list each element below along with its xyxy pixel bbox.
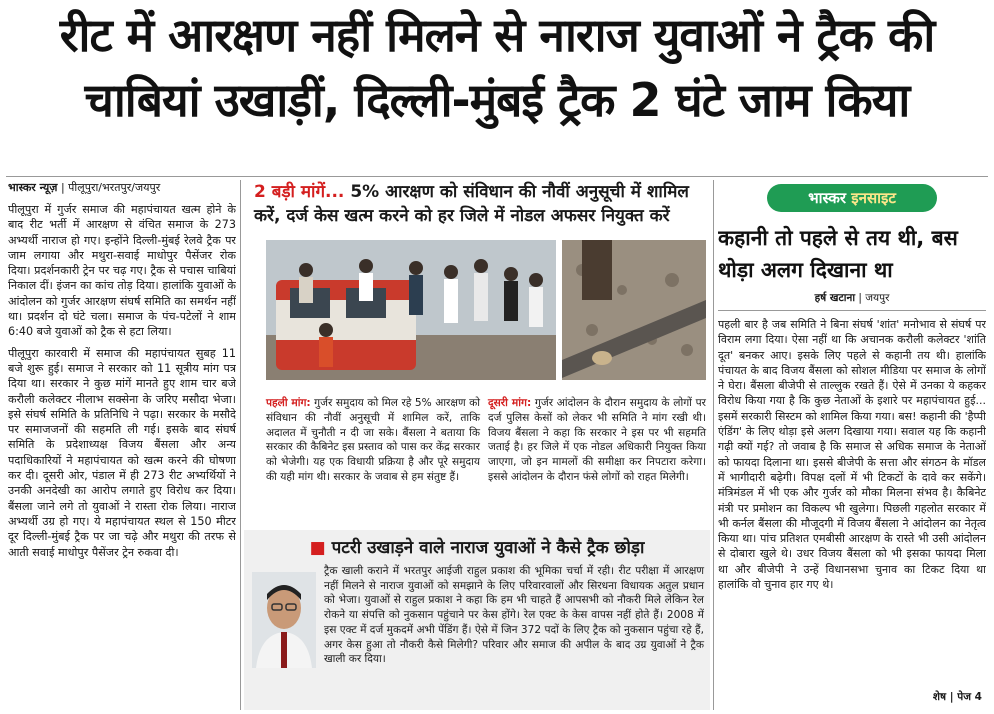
demands-heading xyxy=(244,180,708,228)
insight-column xyxy=(718,180,986,710)
main-story-body xyxy=(8,202,236,560)
second-demand-text: गुर्जर आंदोलन के दौरान समुदाय के लोगों पर दर्ज पुलिस केसों को लेकर भी समिति ने मांग रखी थी। विजय बैंसला ने कहा कि सरकार ने इस पर भी सहमति जताई है। हर जिले में एक नोडल अधिकारी नियुक्त किया जाएगा, जो इन मामलों की समीक्षा कर निपटारा करेगा। इससे आंदोलन के दौरान फंसे लोगों को राहत मिलेगी। xyxy=(488,397,706,483)
photo-strip xyxy=(266,240,706,380)
main-headline xyxy=(0,4,994,132)
second-demand-label: दूसरी मांग: xyxy=(488,397,532,409)
author-name: हर्ष खटाना xyxy=(814,292,856,304)
protest-train-photo xyxy=(266,240,556,380)
first-demand xyxy=(266,396,480,485)
story-paragraph-1: पीलूपुरा में गुर्जर समाज की महापंचायत खत्म होने के बाद रीट भर्ती में आरक्षण से वंचित समाज के 273 अभ्यर्थी नाराज हो गए। इन्होंने दिल्ली-मुंबई रेलवे ट्रैक पर जाम लगाया और मथुरा-सवाई माधोपुर पैसेंजर रोक दिया। प्रदर्शनकारी ट्रेन पर चढ़ गए। ट्रैक से पचास चाबियां निकाल दीं। इंजन का कांच तोड़ दिया। हालांकि युवाओं के आंदोलन को गुर्जर आरक्षण संघर्ष समिति का समर्थन नहीं था। प्रदर्शन दो घंटे चला। समाज के पंच-पटेलों ने शाम 6:40 बजे युवाओं को ट्रैक से हटा लिया। xyxy=(8,203,236,339)
track-keys-photo xyxy=(562,240,706,380)
badge-word: इनसाइट xyxy=(851,189,896,207)
insight-badge xyxy=(767,184,937,212)
demands-label: 2 बड़ी मांगें... xyxy=(254,182,345,202)
dateline xyxy=(8,180,236,196)
second-demand xyxy=(488,396,706,485)
sidebar-title xyxy=(252,536,702,560)
officer-portrait xyxy=(252,572,316,668)
column-divider-left xyxy=(240,180,241,710)
insight-body: पहली बार है जब समिति ने बिना संघर्ष 'शांत' मनोभाव से संघर्ष पर विराम लगा दिया। ऐसा नहीं था कि अचानक करौली कलेक्टर 'शांति दूत' बनकर आए। इसके लिए पहले से कहानी तय थी। हालांकि पंचायत के बाद विजय बैंसला को सोशल मीडिया पर समाज के लोगों ने घेरा। बैंसला बीजेपी से ताल्लुक रखते हैं। ऐसे में उनका ये कहकर विरोध किया गया है कि कुछ नेताओं के इशारे पर महापंचायत हुई... इसमें सरकारी सिस्टम को शामिल किया गया। बस! कहानी की 'हैप्पी एंडिंग' के लिए थोड़ा इसे अलग दिखाया गया। सवाल यह कि कहानी गढ़ी क्यों गई? तो जवाब है कि समाज से अधिक समाज के नेताओं को फायदा दिलाना था। इससे बीजेपी के सत्ता और संगठन के मॉडल में भागीदारी बढ़ेगी। विपक्ष दलों में भी टिकटों के दावे कर सकेंगे। मंत्रिमंडल में भी एक और गुर्जर को मौका मिलना संभव है। कैबिनेट मंत्री पर प्रमोशन का विकल्प भी खुलेगा। पिछली गहलोत सरकार में भी कर्नल बैंसला की मौजूदगी में विजय बैंसला ने आंदोलन का नेतृत्व किया था। पांच प्रतिशत एमबीसी आरक्षण के रास्ते भी उसी आंदोलन से दोबारा खुले थे। उधर विजय बैंसला को भी इसका फायदा मिला था और बीजेपी ने उन्हें विधानसभा चुनाव का टिकट दिया था हालांकि वो चुनाव हार गए थे। xyxy=(718,318,986,592)
track-clearing-sidebar xyxy=(244,530,710,710)
column-divider-right xyxy=(713,180,714,710)
news-source: भास्कर न्यूज़ xyxy=(8,181,58,194)
sidebar-text: ट्रैक खाली कराने में भरतपुर आईजी राहुल प्रकाश की भूमिका चर्चा में रही। रीट परीक्षा में आरक्षण नहीं मिलने से नाराज युवाओं को समझाने के लिए परिवारवालों और सिरधना विधायक अतुल प्रधान को भेजा। युवाओं से राहुल प्रकाश ने कहा कि हम भी चाहते हैं आपसभी को नौकरी मिले लेकिन रेल रोकने या संपत्ति को नुकसान पहुंचाने पर केस होंगे। रेल एक्ट के केस वापस नहीं होते हैं। 2008 में इस एक्ट में दर्ज मुकदमें अभी पेंडिंग हैं। ऐसे में जिन 372 पदों के लिए ट्रैक को नुकसान पहुंचा रहे हैं, अगर केस हुआ तो नौकरी कैसे मिलेगी? परिवार और समाज की अपील के बाद उग्र युवाओं ने ट्रैक खाली कर दिया। xyxy=(324,565,704,666)
badge-brand: भास्कर xyxy=(808,189,847,207)
demands-text: 5% आरक्षण को संविधान की नौवीं अनुसूची में शामिल करें, दर्ज केस खत्म करने को हर जिले में नोडल अफसर नियुक्त करें xyxy=(254,182,689,226)
first-demand-text: गुर्जर समुदाय को मिल रहे 5% आरक्षण को संविधान की नौवीं अनुसूची में शामिल करें, ताकि अदालत में चुनौती न दी जा सके। बैंसला ने बताया कि सरकार की कैबिनेट इस प्रस्ताव को पास कर केंद्र सरकार को भेजेगी। यह एक विधायी प्रक्रिया है और पूरे समुदाय की यही मांग थी। सरकार के जवाब से हम संतुष्ट हैं। xyxy=(266,397,480,483)
headline-rule xyxy=(6,176,988,177)
main-story-column xyxy=(8,180,236,710)
headline-line-1: रीट में आरक्षण नहीं मिलने से नाराज युवाओं ने ट्रैक की xyxy=(59,8,935,62)
dateline-places: | पीलूपुरा/भरतपुर/जयपुर xyxy=(60,181,161,194)
insight-rule xyxy=(718,310,986,311)
headline-line-2: चाबियां उखाड़ीं, दिल्ली-मुंबई ट्रैक 2 घंटे जाम किया xyxy=(84,73,910,127)
sidebar-title-text: पटरी उखाड़ने वाले नाराज युवाओं ने कैसे ट्रैक छोड़ा xyxy=(331,538,645,558)
insight-byline xyxy=(718,290,986,306)
author-place: | जयपुर xyxy=(858,292,890,304)
first-demand-label: पहली मांग: xyxy=(266,397,311,409)
bullet-icon: ■ xyxy=(309,538,326,558)
insight-headline: कहानी तो पहले से तय थी, बस थोड़ा अलग दिखाना था xyxy=(718,226,958,282)
story-paragraph-2: पीलूपुरा कारवारी में समाज की महापंचायत सुबह 11 बजे शुरू हुई। समाज ने सरकार को 11 सूत्रीय मांग पत्र दिया था। सरकार ने कुछ मांगें मानते हुए शाम चार बजे करौली कलेक्टर नीलाभ सक्सेना के जरिए मसौदा भेजा। इसे संघर्ष समिति के प्रतिनिधि ने पढ़ा। सरकार के मसौदे पर समाजजनों की सहमति ली गई। इसके बाद संघर्ष समिति के प्रदेशाध्यक्ष विजय बैंसला और अन्य पदाधिकारियों ने महापंचायत को खत्म करने की घोषणा कर दी। दूसरी ओर, पंडाल में ही 273 रीट अभ्यर्थियों ने उनकी अनदेखी का आरोप लगाते हुए विरोध कर दिया। बैंसला जाने लगे तो युवाओं ने रास्ता रोक लिया। नाराज अभ्यर्थी उग्र हो गए। ये महापंचायत स्थल से 150 मीटर दूर दिल्ली-मुंबई ट्रैक पर जा चढ़े और मथुरा की तरफ से आती सवाई माधोपुर पैसेंजर ट्रेन रुकवा दी। xyxy=(8,346,236,559)
continued-on-page: शेष | पेज 4 xyxy=(927,690,982,704)
